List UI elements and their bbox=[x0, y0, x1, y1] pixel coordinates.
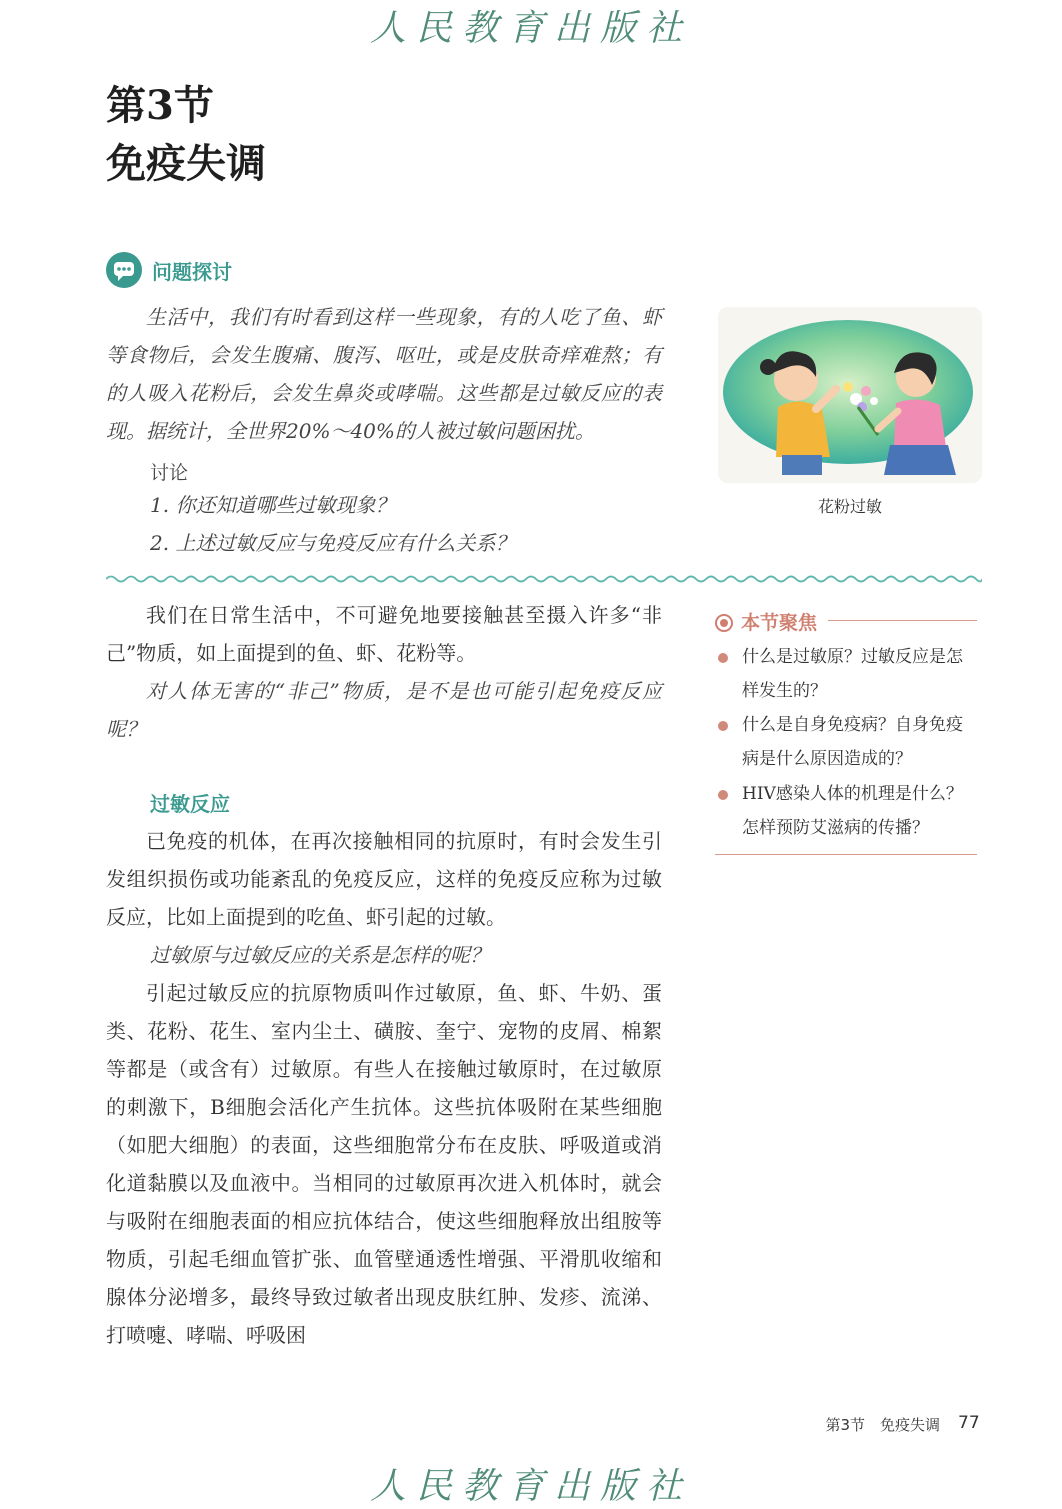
focus-item bbox=[718, 708, 978, 776]
discussion-question-1: 1. 你还知道哪些过敏现象？ bbox=[150, 493, 396, 517]
section-focus-heading-text: 本节聚焦 bbox=[741, 612, 818, 634]
discussion-chat-icon bbox=[106, 252, 142, 288]
footer-section-label: 第3节 免疫失调 bbox=[825, 1416, 940, 1434]
wavy-divider bbox=[106, 571, 982, 587]
bullet-icon bbox=[718, 790, 728, 800]
publisher-watermark-top: 人民教育出版社 bbox=[369, 8, 692, 49]
pollen-allergy-illustration bbox=[718, 307, 982, 483]
allergy-paragraph-2: 引起过敏反应的抗原物质叫作过敏原，鱼、虾、牛奶、蛋类、花粉、花生、室内尘土、磺胺、奎宁、宠物的皮屑、棉絮等都是（或含有）过敏原。有些人在接触过敏原时，在过敏原的刺激下，B细胞会活化产生抗体。这些抗体吸附在某些细胞（如肥大细胞）的表面，这些细胞常分布在皮肤、呼吸道或消化道黏膜以及血液中。当相同的过敏原再次进入机体时，就会与吸附在细胞表面的相应抗体结合，使这些细胞释放出组胺等物质，引起毛细血管扩张、血管壁通透性增强、平滑肌收缩和腺体分泌增多，最终导致过敏者出现皮肤红肿、发疹、流涕、打喷嚏、哮喘、呼吸困 bbox=[106, 981, 662, 1347]
bullet-icon bbox=[718, 653, 728, 663]
section-number: 第3节 bbox=[106, 82, 214, 129]
target-icon bbox=[715, 614, 733, 632]
section-title: 免疫失调 bbox=[106, 140, 266, 187]
focus-item bbox=[718, 640, 978, 708]
focus-item bbox=[718, 777, 978, 845]
focus-item-text: 什么是过敏原？过敏反应是怎样发生的？ bbox=[742, 647, 963, 701]
section-focus-heading bbox=[715, 608, 817, 635]
bullet-icon bbox=[718, 721, 728, 731]
discussion-question-2: 2. 上述过敏反应与免疫反应有什么关系？ bbox=[150, 531, 516, 555]
intro-paragraph-2: 对人体无害的“非己”物质，是不是也可能引起免疫反应呢？ bbox=[106, 679, 662, 741]
section-focus-rule bbox=[828, 620, 977, 621]
discussion-sub-label: 讨论 bbox=[150, 462, 189, 484]
focus-item-text: HIV感染人体的机理是什么？怎样预防艾滋病的传播？ bbox=[742, 784, 963, 838]
allergy-question: 过敏原与过敏反应的关系是怎样的呢？ bbox=[150, 943, 490, 967]
allergy-heading: 过敏反应 bbox=[150, 792, 230, 816]
page-number: 77 bbox=[958, 1413, 980, 1433]
figure-caption: 花粉过敏 bbox=[817, 497, 882, 516]
allergy-paragraph-1: 已免疫的机体，在再次接触相同的抗原时，有时会发生引发组织损伤或功能紊乱的免疫反应，这样的免疫反应称为过敏反应，比如上面提到的吃鱼、虾引起的过敏。 bbox=[106, 829, 662, 929]
publisher-watermark-bottom: 人民教育出版社 bbox=[369, 1466, 692, 1507]
intro-paragraph-1: 我们在日常生活中，不可避免地要接触甚至摄入许多“非己”物质，如上面提到的鱼、虾、花粉等。 bbox=[106, 603, 662, 665]
discussion-heading: 问题探讨 bbox=[152, 260, 232, 284]
discussion-text: 生活中，我们有时看到这样一些现象，有的人吃了鱼、虾等食物后，会发生腹痛、腹泻、呕吐，或是皮肤奇痒难熬；有的人吸入花粉后，会发生鼻炎或哮喘。这些都是过敏反应的表现。据统计，全世界20%～40%的人被过敏问题困扰。 bbox=[106, 305, 662, 443]
focus-item-text: 什么是自身免疫病？自身免疫病是什么原因造成的？ bbox=[742, 715, 963, 769]
